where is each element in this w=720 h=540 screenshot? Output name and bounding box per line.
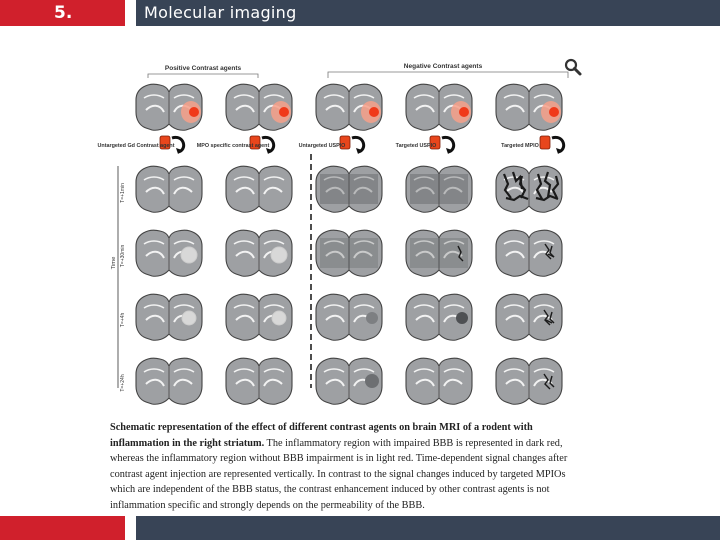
agent-label: Targeted USPIO <box>395 143 437 149</box>
row-time-1 <box>136 166 562 212</box>
row-lesion <box>136 84 562 130</box>
bracket-positive <box>148 74 258 78</box>
zoom-magnifier-icon[interactable] <box>564 58 582 76</box>
time-axis-label: Time <box>111 256 117 270</box>
time-label: T=+4h <box>120 312 126 328</box>
row-time-4 <box>136 358 562 404</box>
time-label: T=+24h <box>120 374 126 392</box>
footer-accent-bar <box>0 516 125 540</box>
time-label: T=+1min <box>120 183 126 203</box>
slide-number: 5. <box>54 3 73 23</box>
agent-label: Untargeted USPIO <box>298 143 346 149</box>
footer-bar <box>136 516 720 540</box>
group-label-negative: Negative Contrast agents <box>403 63 483 70</box>
agent-label: MPO specific contrast agent <box>196 143 270 149</box>
group-label-positive: Positive Contrast agents <box>164 65 242 72</box>
figure-caption <box>110 420 580 514</box>
slide-title: Molecular imaging <box>144 3 297 22</box>
time-axis <box>111 166 126 392</box>
row-time-3 <box>136 294 562 340</box>
time-label: T=+30min <box>120 244 126 268</box>
agent-label: Untargeted Gd Contrast agent <box>97 143 175 149</box>
caption-text: The inflammatory region with impaired BBB is represented in dark red, whereas the inflammatory region without BBB impairment is in light red. Time-dependent signal changes after contrast agent injection are represented vertically. In contrast to the signal changes induced by targeted MPIOs which are independent of the BBB status, the contrast enhancement induced by other contrast agents is not inflammation specific and strongly depends on the permeability of the BBB. <box>110 437 568 511</box>
agent-label: Targeted MPIO <box>501 143 539 149</box>
caption-bold: Schematic representation of the effect of different contrast agents on brain MRI of a rodent with inflammation in the right striatum. <box>110 422 533 449</box>
contrast-vial-icon <box>540 136 564 154</box>
row-time-2 <box>136 230 562 276</box>
bracket-negative <box>328 72 568 78</box>
